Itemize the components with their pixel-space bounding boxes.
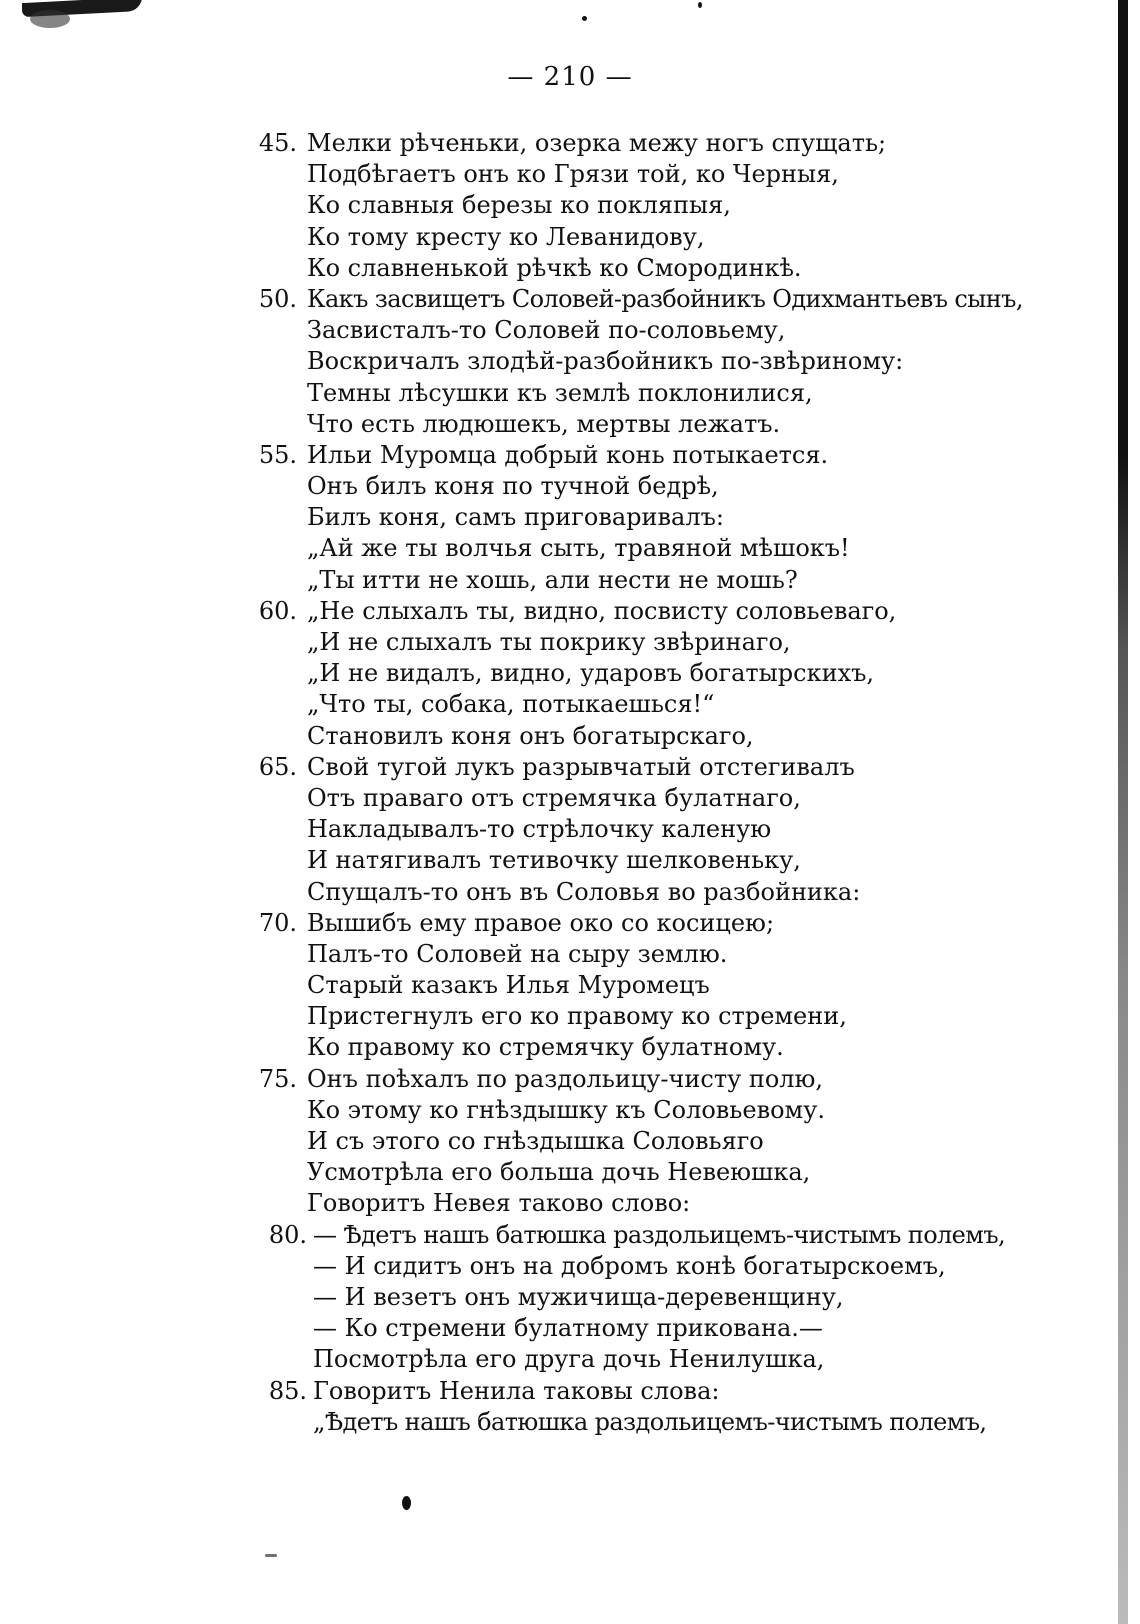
verse-line-text: И натягивалъ тетивочку шелковеньку, [307,846,801,875]
page-number: — 210 — [507,62,633,92]
verse-line [245,783,1035,814]
scan-smudge [30,10,70,28]
verse-line [245,939,1035,970]
verse-line-text: Онъ билъ коня по тучной бедрѣ, [307,472,719,501]
verse-line-text: Мелки рѣченьки, озерка межу ногъ спущать; [307,129,887,157]
verse-line-text: Что есть людюшекъ, мертвы лежатъ. [307,409,781,438]
verse-line-number: 60. [258,596,297,625]
verse-line-text: Темны лѣсушки къ землѣ поклонилися, [307,378,813,407]
verse-line-text: Воскричалъ злодѣй-разбойникъ по-звѣриному: [307,347,904,376]
verse-line-text: „Ты итти не хошь, али нести не мошь? [307,565,798,594]
verse-line-text: Становилъ коня онъ богатырскаго, [307,721,754,750]
verse-line-text: Ко славныя березы ко покляпыя, [307,191,731,220]
scan-speck [265,1554,277,1557]
verse-line [245,1064,1035,1095]
verse-line-number: 85. [268,1376,307,1405]
verse-line-number: 45. [258,129,297,157]
verse-line-text: Говоритъ Ненила таковы слова: [313,1376,720,1405]
verse-line [245,1001,1035,1032]
verse-line-text: И съ этого со гнѣздышка Соловьяго [307,1127,764,1155]
verse-line [245,1251,1035,1282]
verse-line [245,471,1035,502]
verse-line-text: Говоритъ Невея таково слово: [307,1189,691,1218]
verse-line-text: Вышибъ ему правое око со косицею; [307,908,775,937]
scan-speck [402,1496,411,1510]
verse-line [245,1157,1035,1188]
verse-line-number: 65. [258,752,297,781]
verse-line-number: 80. [268,1220,307,1249]
verse-line-text: Подбѣгаетъ онъ ко Грязи той, ко Черныя, [307,160,839,189]
verse-line [245,1126,1035,1157]
verse-line-text: Пристегнулъ его ко правому ко стремени, [307,1002,847,1031]
verse-line [245,689,1035,720]
verse-line [245,1188,1035,1219]
verse-line-text: Отъ праваго отъ стремячка булатнаго, [307,783,801,812]
verse-line [245,877,1035,908]
verse-line-text: Ко правому ко стремячку булатному. [307,1033,784,1062]
verse-line [245,627,1035,658]
verse-line [245,845,1035,876]
verse-line [245,159,1035,190]
verse-line-number: 55. [258,440,297,469]
verse-line [245,190,1035,221]
verse-line [245,1095,1035,1126]
scan-speck [582,16,587,21]
verse-line [245,1220,1035,1251]
verse-line-number: 75. [258,1064,297,1093]
verse-line-text: — И сидитъ онъ на добромъ конѣ богатырскоемъ, [313,1251,946,1280]
verse-line-text: Усмотрѣла его больша дочь Невеюшка, [307,1158,811,1187]
verse-line-text: Накладывалъ-то стрѣлочку каленую [307,815,772,844]
verse-line [245,1407,1035,1438]
poem-text [245,128,1035,1438]
verse-line-number: 50. [258,284,297,313]
verse-line [245,378,1035,409]
verse-line-text: Ко тому кресту ко Леванидову, [307,222,705,251]
verse-line [245,253,1035,284]
verse-line [245,1282,1035,1313]
verse-line [245,752,1035,783]
scan-speck [698,2,702,8]
verse-line-text: — Ко стремени булатному прикована.— [313,1314,823,1343]
verse-line-text: Ко этому ко гнѣздышку къ Соловьевому. [307,1095,825,1124]
verse-line-text: „И не видалъ, видно, ударовъ богатырскихъ, [307,659,874,688]
verse-line-number: 70. [258,908,297,937]
verse-line-text: Билъ коня, самъ приговаривалъ: [307,503,724,532]
verse-line [245,128,1035,159]
verse-line [245,814,1035,845]
verse-line [245,315,1035,346]
verse-line-text: — Ѣдетъ нашъ батюшка раздольицемъ-чистымъ полемъ, [313,1220,1006,1249]
verse-line-text: — И везетъ онъ мужичища-деревенщину, [313,1282,844,1311]
verse-line-text: „И не слыхалъ ты покрику звѣринаго, [307,628,791,656]
verse-line [245,346,1035,377]
verse-line [245,222,1035,253]
verse-line-text: Спущалъ-то онъ въ Соловья во разбойника: [307,877,861,906]
verse-line-text: Палъ-то Соловей на сыру землю. [307,939,728,968]
verse-line-text: Засвисталъ-то Соловей по-соловьему, [307,316,786,345]
verse-line [245,440,1035,471]
verse-line-text: Старый казакъ Илья Муромецъ [307,971,710,1000]
verse-line-text: Посмотрѣла его друга дочь Ненилушка, [313,1345,825,1374]
verse-line [245,658,1035,689]
verse-line-text: „Не слыхалъ ты, видно, посвисту соловьеваго, [307,596,897,625]
verse-line [245,1344,1035,1375]
verse-line [245,596,1035,627]
verse-line [245,1376,1035,1407]
verse-line [245,565,1035,596]
verse-line [245,1032,1035,1063]
verse-line [245,284,1035,315]
verse-line-text: Ко славненькой рѣчкѣ ко Смородинкѣ. [307,253,802,282]
verse-line [245,970,1035,1001]
verse-line-text: „Что ты, собака, потыкаешься!“ [307,690,715,719]
verse-line [245,409,1035,440]
verse-line-text: „Ай же ты волчья сыть, травяной мѣшокъ! [307,534,850,563]
verse-line [245,908,1035,939]
verse-line [245,533,1035,564]
verse-line-text: Какъ засвищетъ Соловей-разбойникъ Одихмантьевъ сынъ, [307,284,1023,313]
verse-line [245,1313,1035,1344]
verse-line-text: „Ѣдетъ нашъ батюшка раздольицемъ-чистымъ полемъ, [313,1407,987,1436]
verse-line [245,502,1035,533]
verse-line-text: Свой тугой лукъ разрывчатый отстегивалъ [307,752,855,781]
verse-line-text: Ильи Муромца добрый конь потыкается. [307,440,829,469]
verse-line-text: Онъ поѣхалъ по раздольицу-чисту полю, [307,1064,824,1093]
page-edge-shadow [1118,0,1128,1624]
verse-line [245,721,1035,752]
